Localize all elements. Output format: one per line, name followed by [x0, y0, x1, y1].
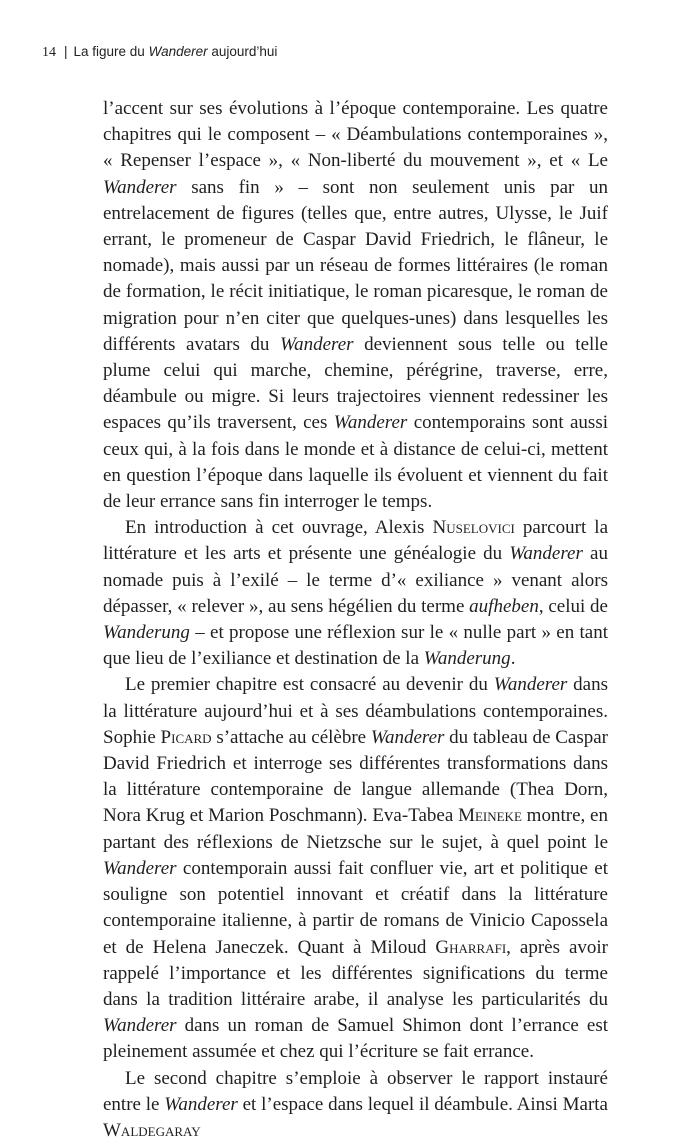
italic-term: Wanderung — [423, 648, 511, 670]
text-run: , après avoir rappelé l’importance et les différentes significations du terme dans la tradition littéraire arabe, il analyse les particularités du — [103, 936, 608, 1010]
italic-term: Wanderer — [103, 857, 177, 879]
italic-term: Wanderer — [103, 1015, 177, 1037]
header-title-italic: Wanderer — [148, 44, 208, 59]
italic-term: Wanderer — [333, 412, 408, 434]
text-run: Le premier chapitre est consacré au devenir du — [125, 674, 494, 696]
author-name: Waldegaray — [103, 1119, 201, 1141]
text-run: du tableau de Caspar David Friedrich et interroge ses différentes transformations dans la littérature contemporaine de langue allemande (Thea Dorn, Nora Krug et Marion Poschmann). Eva-Tabea — [103, 726, 608, 827]
italic-term: Wanderer — [280, 333, 354, 355]
text-run: . — [510, 648, 516, 670]
running-header — [42, 44, 658, 61]
text-run: sans fin » – sont non seulement unis par un entrelacement de figures (telles que, entre autres, Ulysse, le Juif errant, le promeneur de Caspar David Friedrich, le flâneur, le nomade), mais aussi par un réseau de formes littéraires (le roman de formation, le récit initiatique, le roman picaresque, le roman de migration pour n’en citer que quelques-unes) dans lesquelles les différents avatars du — [103, 176, 608, 355]
page-number: 14 — [42, 45, 56, 60]
text-run: dans la littérature aujourd’hui et à ses déambulations contemporaines. Sophie — [103, 674, 608, 748]
italic-term: Wanderer — [103, 176, 177, 198]
text-run: montre, en partant des réflexions de Nietzsche sur le sujet, à quel point le — [103, 805, 608, 853]
text-run: au nomade puis à l’exilé – le terme d’« exiliance » venant alors dépasser, « relever », au sens hégélien du terme — [103, 543, 608, 617]
author-name: Picard — [160, 726, 212, 748]
text-run: parcourt la littérature et les arts et présente une généalogie du — [103, 517, 609, 565]
italic-term: Wanderer — [164, 1093, 238, 1115]
header-title-start: La figure du — [73, 44, 149, 59]
body-text — [103, 96, 608, 1144]
text-run: l’accent sur ses évolutions à l’époque contemporaine. Les quatre chapitres qui le composent – « Déambulations contemporaines », « Repenser l’espace », « Non-liberté du mouvement », et « Le — [103, 98, 608, 172]
paragraph — [103, 672, 608, 1065]
author-name: Gharrafi — [435, 936, 507, 958]
text-run: deviennent sous telle ou telle plume celui qui marche, chemine, pérégrine, traverse, erre, déambule ou migre. Si leurs trajectoires viennent redessiner les espaces qu’ils traversent, ces — [103, 333, 608, 434]
paragraph — [103, 96, 608, 515]
italic-term: aufheben — [469, 595, 539, 617]
italic-term: Wanderer — [493, 674, 568, 696]
text-run: En introduction à cet ouvrage, Alexis — [125, 517, 433, 539]
text-run: Le second chapitre s’emploie à observer le rapport instauré entre le — [103, 1067, 608, 1115]
text-run: s’attache au célèbre — [211, 726, 371, 748]
text-run: – et propose une réflexion sur le « nulle part » en tant que lieu de l’exiliance et destination de la — [103, 622, 608, 670]
text-run: dans un roman de Samuel Shimon dont l’errance est pleinement assumée et chez qui l’écriture se fait errance. — [103, 1015, 608, 1063]
text-run: contemporains sont aussi ceux qui, à la fois dans le monde et à distance de celui-ci, mettent en question l’époque dans laquelle ils évoluent et viennent du fait de leur errance sans fin interroger le temps. — [103, 412, 609, 513]
author-name: Meineke — [458, 805, 522, 827]
italic-term: Wanderung — [103, 622, 190, 644]
italic-term: Wanderer — [509, 543, 583, 565]
header-separator: | — [64, 44, 68, 59]
text-run: contemporain aussi fait confluer vie, art et politique et souligne son potentiel innovant et créatif dans la littérature contemporaine italienne, à partir de romans de Vinicio Capossela et de Helena Janeczek. Quant à Miloud — [103, 857, 608, 958]
paragraph — [103, 515, 608, 672]
text-run: , celui de — [538, 595, 608, 617]
paragraph — [103, 1066, 608, 1144]
header-title-end: aujourd’hui — [207, 44, 278, 59]
text-run: et l’espace dans lequel il déambule. Ainsi Marta — [237, 1093, 608, 1115]
author-name: Nuselovici — [432, 517, 515, 539]
italic-term: Wanderer — [370, 726, 445, 748]
